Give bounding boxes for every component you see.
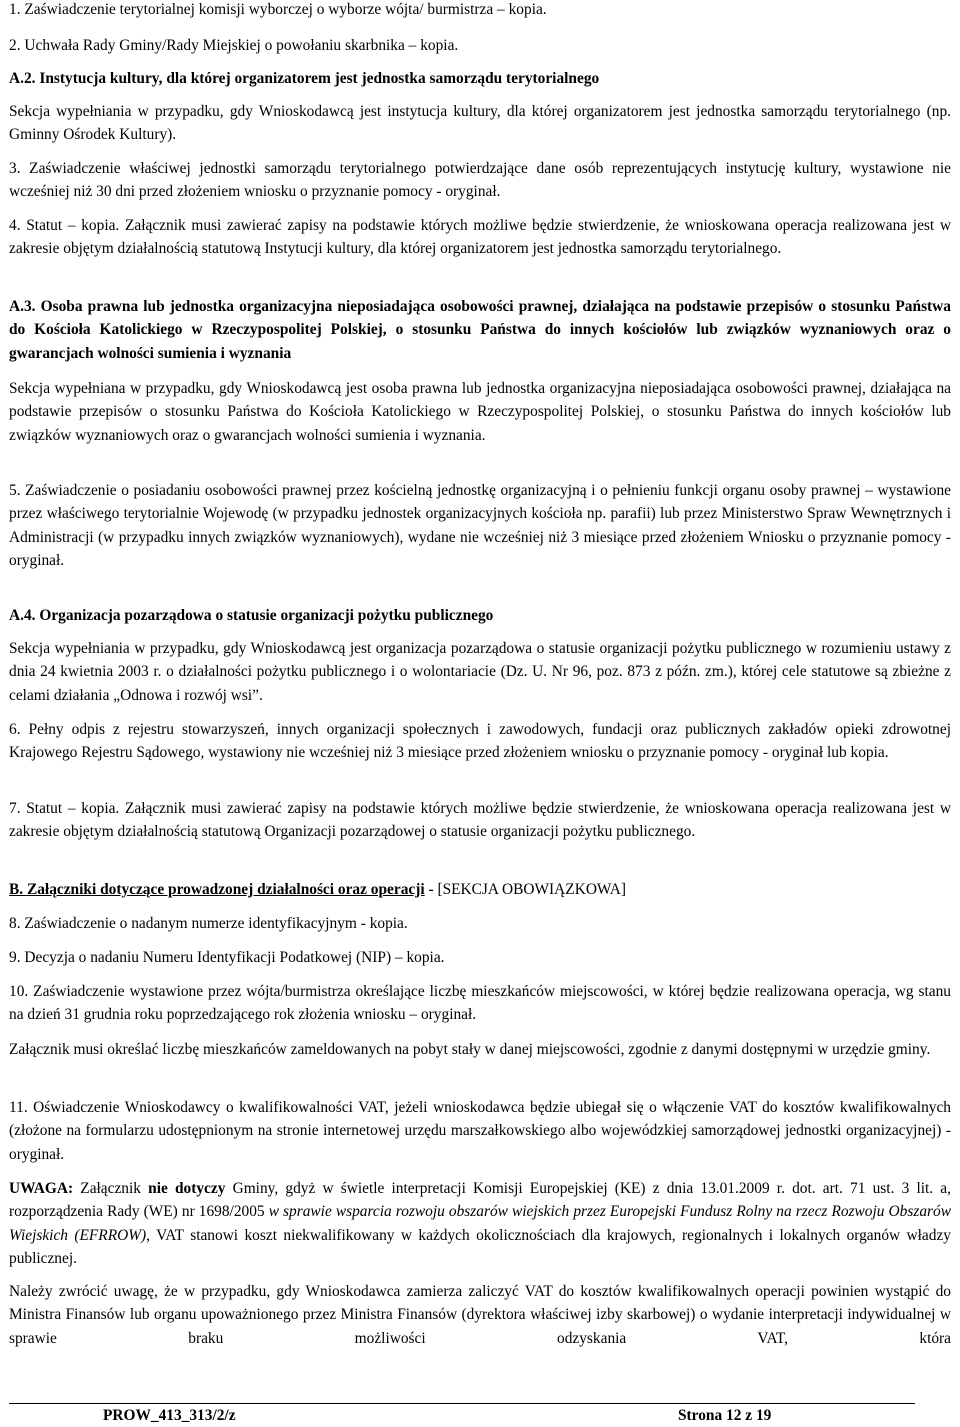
item-2: 2. Uchwała Rady Gminy/Rady Miejskiej o powołaniu skarbnika – kopia.: [9, 37, 459, 54]
uwaga-text-3: , VAT stanowi koszt niekwalifikowany w każdych okolicznościach dla krajowych, regionalnych i lokalnych organów władzy publicznej.: [9, 1226, 951, 1268]
uwaga-label: UWAGA:: [9, 1180, 74, 1197]
section-a4-intro: Sekcja wypełniania w przypadku, gdy Wnioskodawcą jest organizacja pozarządowa o statusie organizacji pożytku publicznego w rozumieniu ustawy z dnia 24 kwietnia 2003 r. o działalności pożytku publicznego i o wolontariacie (Dz. U. Nr 96, poz. 873 z późn. zm.), której cele statutowe są zbieżne z celami działania „Odnowa i rozwój wsi”.: [9, 640, 951, 704]
item-4: [9, 214, 951, 261]
uwaga-text-1: Załącznik: [73, 1180, 149, 1197]
section-a3-intro: Sekcja wypełniana w przypadku, gdy Wnioskodawcą jest osoba prawna lub jednostka organizacyjna nieposiadająca osobowości prawnej, działająca na podstawie przepisów o stosunku Państwa do Kościoła Katolickiego w Rzeczypospolitej Polskiej, o stosunku Państwa do innych kościołów lub związków wyznaniowych oraz o gwarancjach wolności sumienia i wyznania.: [9, 380, 951, 444]
section-a3-heading: A.3. Osoba prawna lub jednostka organizacyjna nieposiadająca osobowości prawnej, działająca na podstawie przepisów o stosunku Państwa do Kościoła Katolickiego w Rzeczypospolitej Polskiej, o stosunku Państwa do innych kościołów lub związków wyznaniowych oraz o gwarancjach wolności sumienia i wyznania: [9, 298, 951, 362]
item-11: 11. Oświadczenie Wnioskodawcy o kwalifikowalności VAT, jeżeli wnioskodawca będzie ubiegał się o włączenie VAT do kosztów kwalifikowalnych (złożone na formularzu udostępnionym na stronie internetowej urzędu marszałkowskiego albo wojewódzkiej samorządowej jednostki organizacyjnej) - oryginał.: [9, 1099, 951, 1163]
footer-divider: [9, 1403, 915, 1404]
uwaga-note: [9, 1177, 951, 1271]
item-9: 9. Decyzja o nadaniu Numeru Identyfikacji Podatkowej (NIP) – kopia.: [9, 949, 445, 966]
item-8: 8. Zaświadczenie o nadanym numerze identyfikacyjnym - kopia.: [9, 915, 408, 932]
footer-document-code: PROW_413_313/2/z: [103, 1407, 236, 1424]
item-4-text: Załącznik musi zawierać zapisy na podstawie których możliwe będzie stwierdzenie, że wnioskowana operacja realizowana jest w zakresie objętym działalnością statutową Instytucji kultury, dla której organizatorem jest jednostka samorządu terytorialnego.: [9, 217, 951, 258]
uwaga-emphasis: nie dotyczy: [148, 1180, 226, 1197]
item-10-note: Załącznik musi określać liczbę mieszkańców zameldowanych na pobyt stały w danej miejscowości, zgodnie z danymi dostępnymi w urzędzie gminy.: [9, 1041, 931, 1058]
uwaga-text-2: Gminy, gdyż w świetle interpretacji Komisji Europejskiej (KE) z dnia 13.01.2009 r. dot. art. 71 ust. 3 lit. a, rozporządzenia Rady (WE) nr 1698/2005: [9, 1180, 951, 1221]
section-a2-heading: A.2. Instytucja kultury, dla której organizatorem jest jednostka samorządu terytorialnego: [9, 70, 600, 87]
item-6: 6. Pełny odpis z rejestru stowarzyszeń, innych organizacji społecznych i zawodowych, fundacji oraz publicznych zakładów opieki zdrowotnej Krajowego Rejestru Sądowego, wystawiony nie wcześniej niż 3 miesiące przed złożeniem wniosku o przyznanie pomocy - oryginał lub kopia.: [9, 721, 951, 762]
section-a2-intro: Sekcja wypełniania w przypadku, gdy Wnioskodawcą jest instytucja kultury, dla której organizatorem jest jednostka samorządu terytorialnego (np. Gminny Ośrodek Kultury).: [9, 103, 951, 144]
item-1: 1. Zaświadczenie terytorialnej komisji wyborczej o wyborze wójta/ burmistrza – kopia.: [9, 1, 547, 18]
item-7: 7. Statut – kopia. Załącznik musi zawierać zapisy na podstawie których możliwe będzie stwierdzenie, że wnioskowana operacja realizowana jest w zakresie objętym działalnością statutową Organizacji pozarządowej o statusie organizacji pożytku publicznego.: [9, 800, 951, 841]
uwaga-italic: w sprawie wsparcia rozwoju obszarów wiejskich przez Europejski Fundusz Rolny na rzecz Rozwoju Obszarów Wiejskich (EFRROW): [9, 1203, 951, 1244]
section-b-dash: -: [424, 881, 438, 898]
final-note: Należy zwrócić uwagę, że w przypadku, gdy Wnioskodawca zamierza zaliczyć VAT do kosztów kwalifikowalnych operacji powinien wystąpić do Ministra Finansów lub organu upoważnionego przez Ministra Finansów (dyrektora właściwej izby skarbowej) o wydanie interpretacji indywidualnej w sprawie braku możliwości odzyskania VAT, która: [9, 1283, 951, 1347]
item-3: 3. Zaświadczenie właściwej jednostki samorządu terytorialnego potwierdzające dane osób reprezentujących instytucję kultury, wystawione nie wcześniej niż 30 dni przed złożeniem wniosku o przyznanie pomocy - oryginał.: [9, 160, 951, 201]
section-b-tag: [SEKCJA OBOWIĄZKOWA]: [437, 881, 626, 898]
section-b-title: B. Załączniki dotyczące prowadzonej działalności oraz operacji: [9, 881, 425, 898]
item-4-label: 4. Statut – kopia.: [9, 217, 120, 234]
item-10: 10. Zaświadczenie wystawione przez wójta/burmistrza określające liczbę mieszkańców miejscowości, w której będzie realizowana operacja, wg stanu na dzień 31 grudnia roku poprzedzającego rok złożenia wniosku – oryginał.: [9, 983, 951, 1024]
footer-page-number: Strona 12 z 19: [678, 1407, 772, 1424]
section-a4-heading: A.4. Organizacja pozarządowa o statusie organizacji pożytku publicznego: [9, 607, 494, 624]
section-b-heading: [9, 878, 626, 901]
item-5: 5. Zaświadczenie o posiadaniu osobowości prawnej przez kościelną jednostkę organizacyjną i o pełnieniu funkcji organu osoby prawnej – wystawione przez właściwego terytorialnie Wojewodę (w przypadku jednostek organizacyjnych kościoła np. parafii) lub przez Ministerstwo Spraw Wewnętrznych i Administracji (w przypadku innych związków wyznaniowych), wydane nie wcześniej niż 3 miesiące przed złożeniem Wniosku o przyznanie pomocy - oryginał.: [9, 482, 951, 570]
